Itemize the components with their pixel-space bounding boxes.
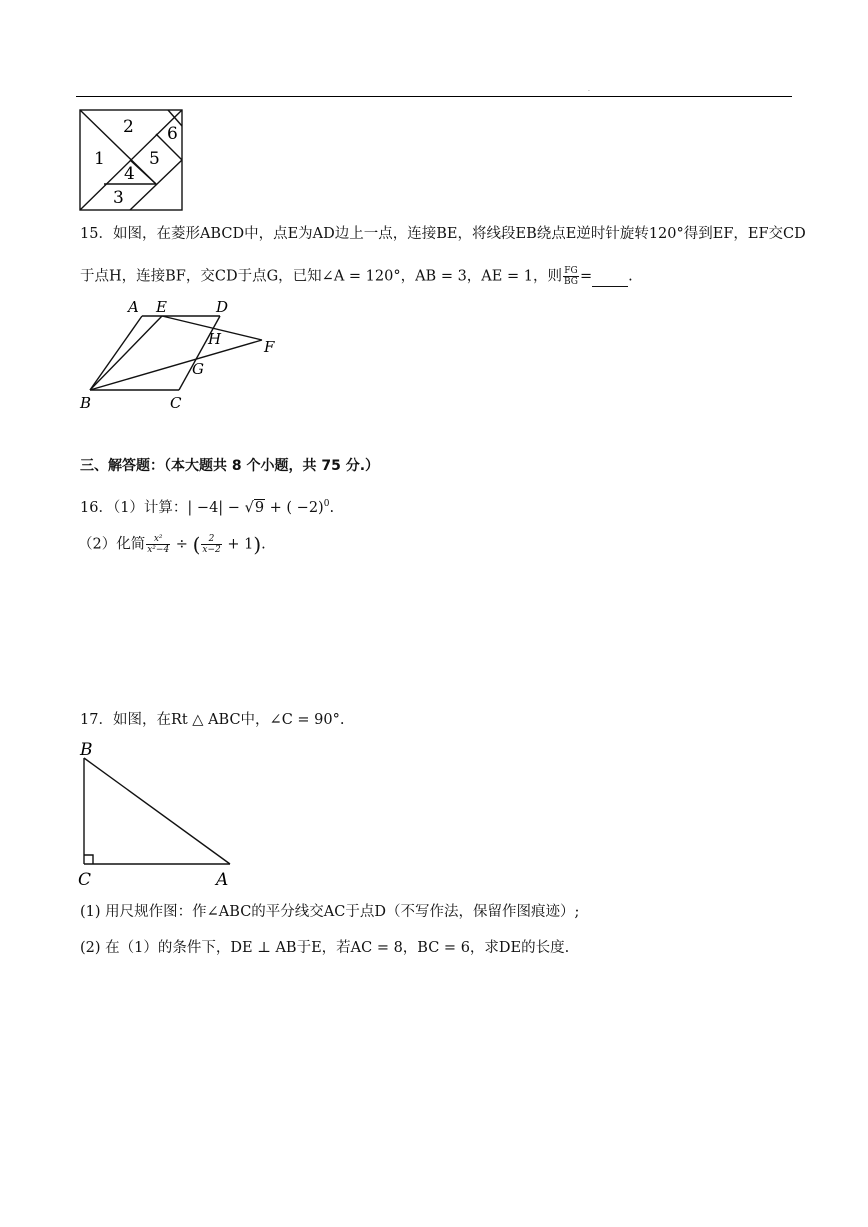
q15-fraction [563,266,579,287]
tri-label-C: C [78,870,92,890]
q16-p2-text: （2）化简 [78,536,146,553]
q16-p2-lparen: ( [192,532,201,557]
q17-sub2: (2) 在（1）的条件下，DE ⊥ AB于E，若AC = 8，BC = 6，求DE的长度. [80,940,570,956]
q16-p2-rparen: ) [253,532,262,557]
tangram-piece-1: 1 [94,149,105,169]
q16-p2-frac1-num: x² [146,534,170,545]
q16-p1-end: . [329,499,335,516]
label-D: D [216,298,229,316]
label-H: H [208,330,222,348]
q16-p2-end: . [261,536,266,553]
q15-frac-num: FG [564,266,578,276]
q16-part1: 16．（1）计算：| −4| − √9 + ( −2)$^0$. [80,499,335,516]
q17-sub1: (1) 用尺规作图：作∠ABC的平分线交AC于点D（不写作法，保留作图痕迹）; [80,904,580,920]
tangram-piece-5: 5 [149,149,160,169]
q16-p2-frac1-den: x²−4 [147,545,170,555]
section3-title: 三、解答题：（本大题共 8 个小题，共 75 分.） [80,458,380,474]
q16-p2-frac2 [201,534,221,555]
q16-p2-frac2-den: x−2 [202,545,221,555]
q16-p1-text: （1）计算：| −4| − [112,499,245,516]
q16-p2-frac2-num: 2 [201,534,221,545]
q15-end: . [628,268,633,285]
q16-p2-frac1 [146,534,170,555]
q15-text-line2: 于点H，连接BF，交CD于点G，已知∠A = 120°，AB = 3，AE = 1，则 [80,268,562,285]
q16-p1-sqrt: 9 [254,499,265,516]
label-F: F [264,338,275,356]
q15-equals: = [579,268,593,285]
q15-answer-blank[interactable] [592,272,628,287]
label-A: A [128,298,139,316]
label-E: E [156,298,167,316]
label-C: C [170,394,182,412]
q17-stem [80,710,344,730]
q15-line2 [80,266,633,287]
tri-label-A: A [216,870,229,890]
header-rule [76,96,792,97]
tri-label-B: B [80,740,93,760]
q16-part2 [78,534,266,555]
q16-p2-div: ÷ [171,536,193,553]
right-triangle-figure [74,738,244,890]
q16-p1-text-b: + ( −2) [265,499,324,516]
label-G: G [192,360,204,378]
q15-line1 [80,224,806,244]
q16-number: 16． [80,499,113,516]
tangram-piece-6: 6 [167,124,178,144]
label-B: B [80,394,92,412]
tangram-figure [78,108,186,214]
tangram-piece-2: 2 [123,117,134,137]
q17-stem-text: 如图，在Rt △ ABC中，∠C = 90°. [112,712,345,728]
q16-p1-exponent: 0 [323,499,330,509]
q15-text-line1: 如图，在菱形ABCD中，点E为AD边上一点，连接BE，将线段EB绕点E逆时针旋转120°得到EF，EF交CD [112,226,806,242]
q15-number: 15． [80,226,113,242]
q16-p2-plus: + 1 [222,536,254,553]
tangram-piece-4: 4 [124,164,135,184]
q15-frac-den: BG [563,277,578,287]
q17-number: 17． [80,712,113,728]
rhombus-figure [76,296,286,414]
tangram-piece-3: 3 [113,188,124,208]
header-dot: . [588,86,590,93]
